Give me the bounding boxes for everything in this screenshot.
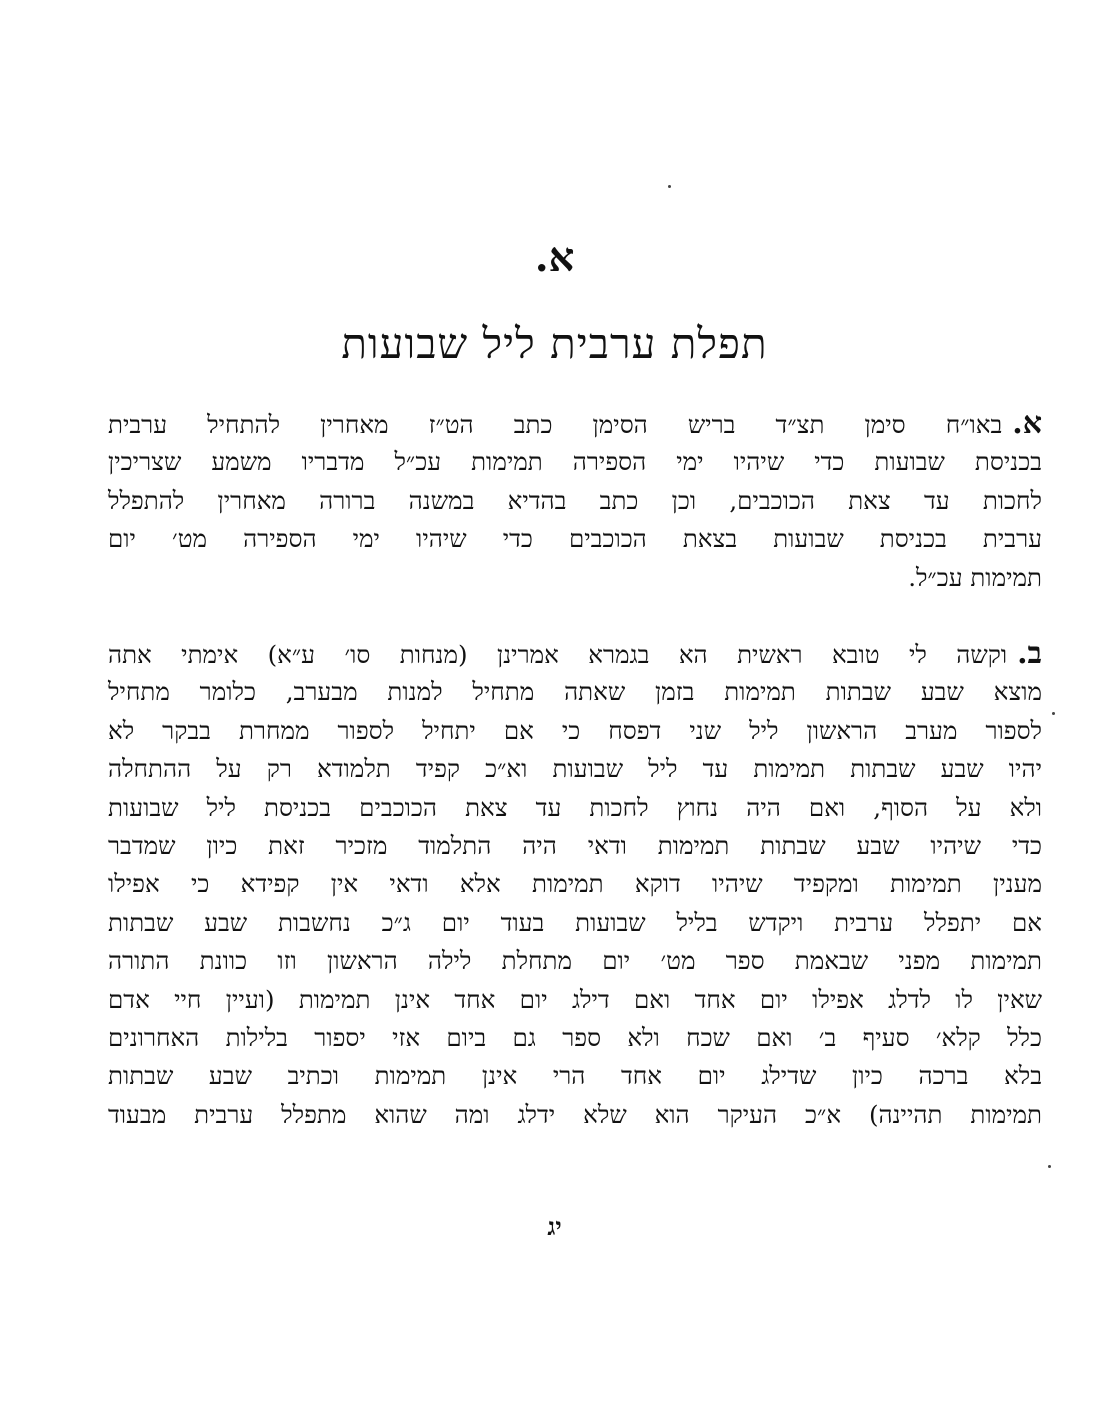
paragraph-line (108, 635, 1042, 673)
paragraph-line: מוצא שבע שבתות תמימות בזמן שאתה מתחיל למנות מבערב, כלומר מתחיל (108, 677, 1042, 707)
paragraph-line: ערבית בכניסת שבועות בצאת הכוכבים כדי שיהיו ימי הספירה מט׳ יום (108, 524, 1042, 554)
paragraph-line-text: וקשה לי טובא ראשית הא בגמרא אמרינן (מנחות סו׳ ע״א) אימתי אתה (108, 640, 1008, 669)
paragraph-2 (108, 635, 1042, 1134)
chapter-letter: א. (534, 234, 575, 281)
paragraph-line: תמימות מפני שבאמת ספר מט׳ יום מתחלת לילה הראשון וזו כוונת התורה (108, 946, 1042, 976)
scan-speck (1052, 712, 1055, 715)
paragraph-line (108, 405, 1042, 443)
paragraph-line: אם יתפלל ערבית ויקדש בליל שבועות בעוד יום ג״כ נחשבות שבע שבתות (108, 907, 1042, 937)
paragraph-marker: א. (1012, 406, 1042, 441)
paragraph-line: לספור מערב הראשון ליל שני דפסח כי אם יתחיל לספור ממחרת בבקר לא (108, 715, 1042, 745)
scan-speck (1048, 1165, 1051, 1168)
paragraph-line: מענין תמימות ומקפיד שיהיו דוקא תמימות אלא ודאי אין קפידא כי אפילו (108, 869, 1042, 899)
paragraph-marker: ב. (1017, 636, 1042, 671)
paragraph-1 (108, 405, 1042, 597)
section-title: תפלת ערבית ליל שבועות (341, 319, 768, 368)
paragraph-line: שאין לו לדלג אפילו יום אחד ואם דילג יום אחד אינן תמימות (ועיין חיי אדם (108, 984, 1042, 1014)
paragraph-line: בלא ברכה כיון שדילג יום אחד הרי אינן תמימות וכתיב שבע שבתות (108, 1061, 1042, 1091)
paragraph-line: בכניסת שבועות כדי שיהיו ימי הספירה תמימות עכ״ל מדבריו משמע שצריכין (108, 447, 1042, 477)
paragraph-line: כדי שיהיו שבע שבתות תמימות ודאי היה התלמוד מזכיר זאת כיון שמדבר (108, 830, 1043, 860)
paragraph-line: תמימות עכ״ל. (908, 562, 1042, 592)
scan-speck (668, 185, 671, 188)
page-number: יג (547, 1212, 562, 1241)
paragraph-line: יהיו שבע שבתות תמימות עד ליל שבועות וא״כ קפיד תלמודא רק על ההתחלה (108, 754, 1042, 784)
paragraph-line: כלל קלא׳ סעיף ב׳ ואם שכח ולא ספר גם ביום אזי יספור בלילות האחרונים (108, 1022, 1042, 1052)
paragraph-line: לחכות עד צאת הכוכבים, וכן כתב בהדיא במשנה ברורה מאחרין להתפלל (108, 485, 1042, 515)
paragraph-line-text: באו״ח סימן תצ״ד בריש הסימן כתב הט״ז מאחרין להתחיל ערבית (108, 410, 1003, 439)
paragraph-line: תמימות תהיינה) א״כ העיקר הוא שלא ידלג ומה שהוא מתפלל ערבית מבעוד (108, 1099, 1042, 1129)
paragraph-line: ולא על הסוף, ואם היה נחוץ לחכות עד צאת הכוכבים בכניסת ליל שבועות (108, 792, 1042, 822)
